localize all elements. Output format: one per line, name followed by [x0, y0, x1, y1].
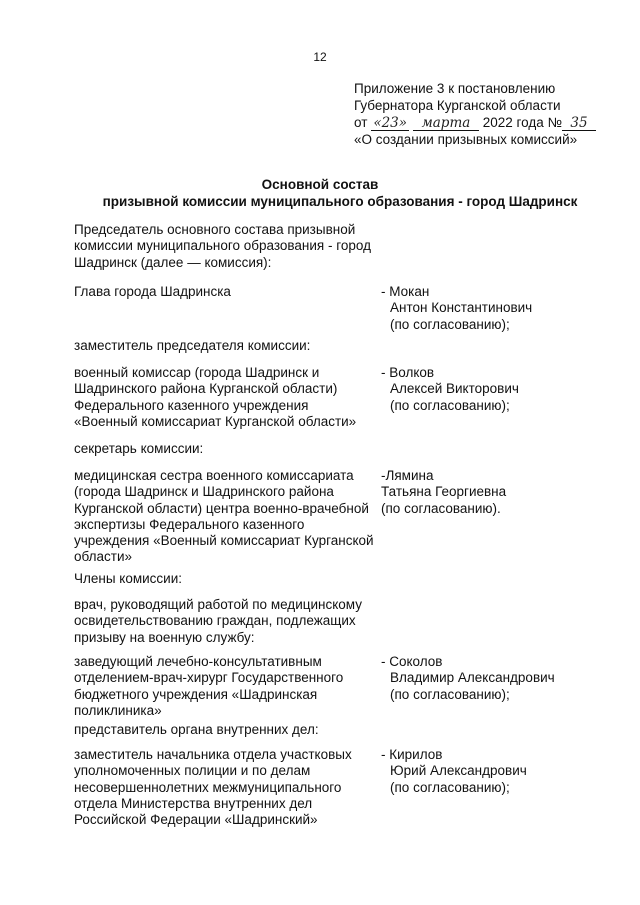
secretary-surname: -Лямина	[381, 468, 434, 483]
appendix-line-4: «О создании призывных комиссий»	[354, 132, 578, 147]
police-header: представитель органа внутренних дел:	[74, 722, 319, 737]
deputy-position: военный комиссар (города Шадринск и Шадринского района Курганской области) Федерального казенного учреждения «Военный комиссариат Курганской области»	[74, 365, 357, 429]
secretary-position: медицинская сестра военного комиссариата (города Шадринск и Шадринского района Курганской области) центра военно-врачебной экспертизы Федерального казенного учреждения «Военный комиссариат Курганской области»	[74, 468, 374, 565]
appendix-from: от	[354, 115, 368, 130]
deputy-surname: - Волков	[381, 365, 435, 380]
chairman-position: Глава города Шадринска	[74, 284, 231, 299]
appendix-line-3	[354, 114, 614, 131]
handwritten-month: марта	[413, 116, 479, 131]
deputy-note: (по согласованию);	[390, 397, 510, 413]
members-header: Члены комиссии:	[74, 571, 183, 586]
appendix-line-1: Приложение 3 к постановлению	[354, 81, 556, 96]
deputy-header: заместитель председателя комиссии:	[74, 338, 311, 353]
doctor-given-name: Владимир Александрович	[390, 670, 555, 686]
doctor-intro: врач, руководящий работой по медицинскому освидетельствованию граждан, подлежащих призыву на военную службу:	[74, 597, 362, 645]
appendix-year: 2022 года №	[482, 115, 562, 130]
doctor-surname: - Соколов	[381, 654, 443, 669]
police-given-name: Юрий Александрович	[390, 763, 527, 779]
doctor-name-block	[381, 654, 601, 703]
doctor-note: (по согласованию);	[390, 686, 510, 702]
document-title	[0, 176, 640, 210]
page-number: 12	[313, 50, 327, 64]
police-surname: - Кирилов	[381, 747, 443, 762]
police-note: (по согласованию);	[390, 779, 510, 795]
appendix-line-2: Губернатора Курганской области	[354, 98, 561, 113]
secretary-header: секретарь комиссии:	[74, 441, 204, 456]
deputy-name-block	[381, 365, 601, 414]
police-position: заместитель начальника отдела участковых уполномоченных полиции и по делам несовершеннолетних межмуниципального отдела Министерства внутренних дел Российской Федерации «Шадринский»	[74, 747, 352, 828]
title-line-1: Основной состав	[261, 177, 379, 192]
handwritten-number: 35	[562, 116, 596, 131]
title-line-2: призывной комиссии муниципального образования - город Шадринск	[102, 194, 578, 209]
handwritten-day: «23»	[371, 116, 409, 131]
chairman-note: (по согласованию);	[390, 316, 510, 332]
chairman-intro: Председатель основного состава призывной комиссии муниципального образования - город Шадринск (далее — комиссия):	[74, 222, 371, 270]
secretary-name-block	[381, 468, 601, 517]
chairman-surname: - Мокан	[381, 284, 430, 299]
chairman-given-name: Антон Константинович	[390, 300, 533, 316]
police-name-block	[381, 747, 601, 796]
deputy-given-name: Алексей Викторович	[390, 381, 519, 397]
chairman-name-block	[381, 284, 601, 333]
appendix-block	[354, 80, 614, 148]
secretary-note: (по согласованию).	[381, 500, 501, 516]
secretary-given-name: Татьяна Георгиевна	[381, 484, 507, 500]
doctor-position: заведующий лечебно-консультативным отделением-врач-хирург Государственного бюджетного учреждения «Шадринская поликлиника»	[74, 654, 344, 718]
